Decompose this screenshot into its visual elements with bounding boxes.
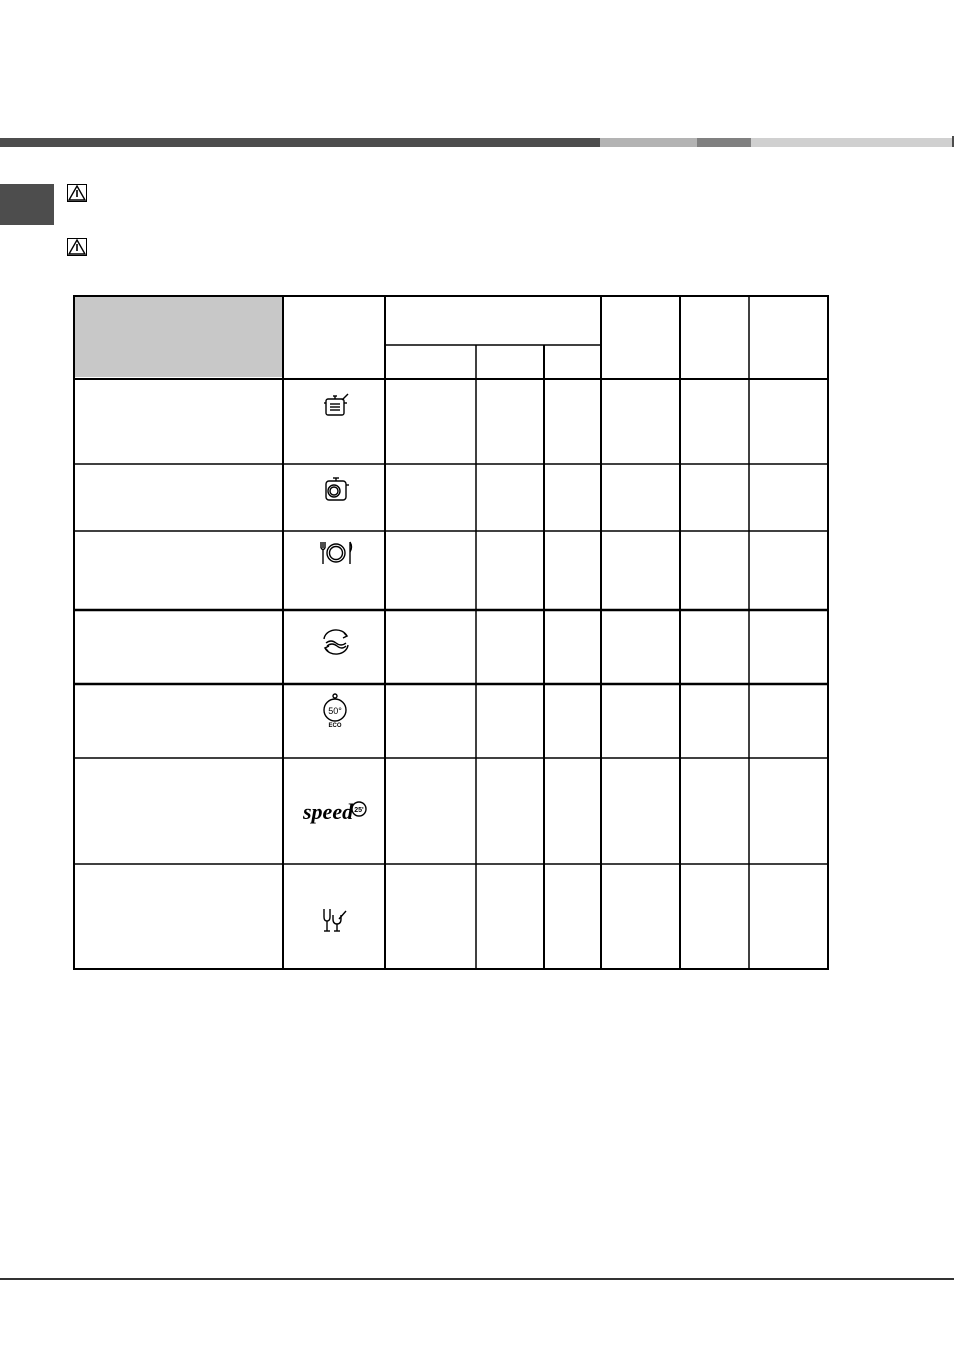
header-bar-dark — [0, 138, 600, 147]
intensive-pot-icon — [321, 393, 351, 419]
delicate-glass-icon — [321, 907, 349, 935]
programmes-table — [73, 295, 829, 970]
svg-text:speed: speed — [303, 799, 354, 824]
header-bar-light — [751, 138, 952, 147]
plate-cutlery-icon — [318, 539, 354, 567]
normal-pot-icon — [321, 475, 353, 503]
speed-25-icon — [303, 795, 369, 827]
warning-triangle-icon — [67, 184, 87, 202]
table-grid-lines — [73, 295, 829, 970]
header-bar-dark2 — [697, 138, 751, 147]
svg-text:50°: 50° — [328, 706, 342, 716]
svg-text:25': 25' — [354, 807, 364, 814]
language-side-tab — [0, 184, 54, 225]
svg-text:ECO: ECO — [328, 723, 342, 728]
footer-rule — [0, 1278, 954, 1280]
warning-triangle-icon — [67, 238, 87, 256]
eco-50-icon — [320, 692, 350, 728]
soak-cycle-icon — [320, 627, 352, 657]
header-bar-mid — [600, 138, 697, 147]
